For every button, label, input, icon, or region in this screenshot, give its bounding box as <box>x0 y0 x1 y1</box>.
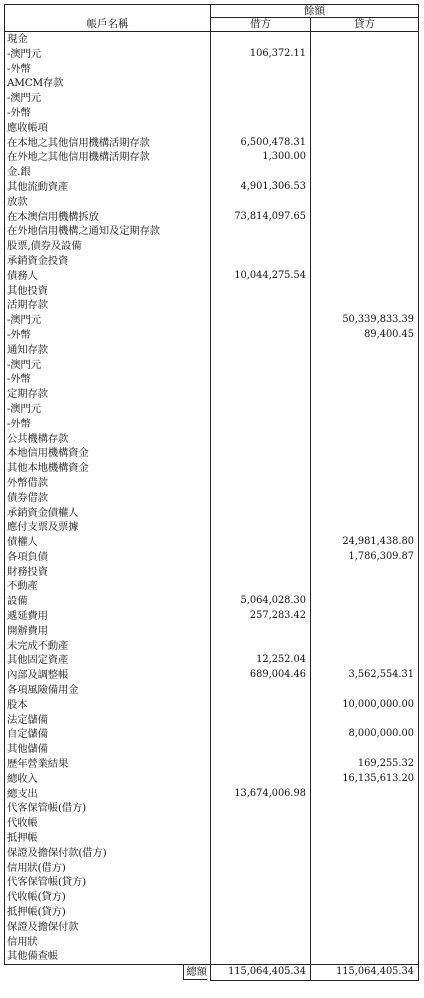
account-name: -澳門元 <box>5 91 211 106</box>
ledger-row <box>5 787 419 802</box>
ledger-row <box>5 284 419 299</box>
account-name: -澳門元 <box>5 358 211 373</box>
debit-amount <box>211 491 311 506</box>
account-name: 內部及調整帳 <box>5 668 211 683</box>
account-name: 自定儲備 <box>5 727 211 742</box>
account-name: 信用狀 <box>5 935 211 950</box>
account-name: 現金 <box>5 32 211 47</box>
ledger-row <box>5 713 419 728</box>
account-name: 在外地之其他信用機構活期存款 <box>5 150 211 165</box>
credit-amount <box>311 47 419 62</box>
debit-amount <box>211 461 311 476</box>
ledger-table <box>4 4 419 981</box>
debit-amount <box>211 446 311 461</box>
credit-amount: 10,000,000.00 <box>311 698 419 713</box>
credit-amount <box>311 506 419 521</box>
credit-amount <box>311 387 419 402</box>
ledger-row <box>5 520 419 535</box>
account-name: 在本地之其他信用機構活期存款 <box>5 136 211 151</box>
credit-amount <box>311 801 419 816</box>
account-name: 公共機構存款 <box>5 432 211 447</box>
credit-amount: 16,135,613.20 <box>311 772 419 787</box>
ledger-row <box>5 727 419 742</box>
ledger-row <box>5 298 419 313</box>
credit-amount <box>311 432 419 447</box>
ledger-row <box>5 506 419 521</box>
debit-amount <box>211 683 311 698</box>
account-name-header: 帳戶名稱 <box>5 18 211 32</box>
credit-amount: 89,400.45 <box>311 328 419 343</box>
ledger-row <box>5 106 419 121</box>
account-name: 總支出 <box>5 787 211 802</box>
credit-amount <box>311 254 419 269</box>
debit-amount <box>211 254 311 269</box>
account-name: AMCM存款 <box>5 76 211 91</box>
account-name: 未完成不動產 <box>5 639 211 654</box>
debit-amount <box>211 935 311 950</box>
debit-amount <box>211 402 311 417</box>
account-name: 承銷資金債權人 <box>5 506 211 521</box>
credit-amount <box>311 875 419 890</box>
credit-amount <box>311 284 419 299</box>
account-name: 代客保管帳(貸方) <box>5 875 211 890</box>
ledger-row <box>5 32 419 47</box>
account-name: 信用狀(借方) <box>5 861 211 876</box>
credit-amount <box>311 121 419 136</box>
ledger-row <box>5 121 419 136</box>
ledger-row <box>5 417 419 432</box>
ledger-row <box>5 387 419 402</box>
debit-amount <box>211 624 311 639</box>
credit-amount <box>311 106 419 121</box>
debit-amount <box>211 91 311 106</box>
account-name: -澳門元 <box>5 402 211 417</box>
account-name: 其他本地機構資金 <box>5 461 211 476</box>
debit-amount: 12,252.04 <box>211 653 311 668</box>
account-name: 通知存款 <box>5 343 211 358</box>
debit-header: 借方 <box>211 18 311 32</box>
ledger-row <box>5 890 419 905</box>
ledger-row <box>5 683 419 698</box>
ledger-row <box>5 372 419 387</box>
ledger-row <box>5 816 419 831</box>
ledger-row <box>5 698 419 713</box>
account-name: 股票,債券及設備 <box>5 239 211 254</box>
credit-amount <box>311 639 419 654</box>
debit-amount <box>211 801 311 816</box>
account-name: 代客保管帳(借方) <box>5 801 211 816</box>
ledger-row <box>5 446 419 461</box>
ledger-row <box>5 91 419 106</box>
debit-amount: 1,300.00 <box>211 150 311 165</box>
ledger-row <box>5 535 419 550</box>
ledger-row <box>5 935 419 950</box>
debit-amount <box>211 713 311 728</box>
ledger-row <box>5 846 419 861</box>
debit-amount <box>211 535 311 550</box>
ledger-row <box>5 195 419 210</box>
account-name: -外幣 <box>5 106 211 121</box>
credit-amount: 24,981,438.80 <box>311 535 419 550</box>
ledger-row <box>5 861 419 876</box>
ledger-row <box>5 565 419 580</box>
ledger-row <box>5 136 419 151</box>
account-name: 保證及擔保付款 <box>5 920 211 935</box>
ledger-row <box>5 668 419 683</box>
credit-amount <box>311 579 419 594</box>
credit-amount <box>311 816 419 831</box>
debit-amount: 6,500,478.31 <box>211 136 311 151</box>
ledger-body <box>5 32 419 965</box>
debit-amount <box>211 639 311 654</box>
credit-amount <box>311 269 419 284</box>
debit-amount <box>211 358 311 373</box>
ledger-row <box>5 150 419 165</box>
account-name: 外幣借款 <box>5 476 211 491</box>
account-name: 各項負債 <box>5 550 211 565</box>
account-name: 其他備查帳 <box>5 949 211 964</box>
debit-amount <box>211 890 311 905</box>
account-name: 抵押帳(貸方) <box>5 905 211 920</box>
credit-amount <box>311 683 419 698</box>
debit-amount <box>211 62 311 77</box>
debit-amount <box>211 579 311 594</box>
debit-amount <box>211 239 311 254</box>
debit-amount <box>211 165 311 180</box>
debit-amount <box>211 506 311 521</box>
credit-amount: 8,000,000.00 <box>311 727 419 742</box>
debit-amount <box>211 875 311 890</box>
debit-amount: 13,674,006.98 <box>211 787 311 802</box>
ledger-row <box>5 328 419 343</box>
ledger-row <box>5 624 419 639</box>
credit-amount <box>311 358 419 373</box>
credit-amount <box>311 343 419 358</box>
debit-amount <box>211 284 311 299</box>
ledger-row <box>5 742 419 757</box>
credit-amount <box>311 890 419 905</box>
debit-amount <box>211 298 311 313</box>
account-name: 其他儲備 <box>5 742 211 757</box>
credit-amount <box>311 224 419 239</box>
account-name: 遞延費用 <box>5 609 211 624</box>
credit-amount <box>311 461 419 476</box>
credit-amount <box>311 609 419 624</box>
credit-amount <box>311 476 419 491</box>
account-name: 債券借款 <box>5 491 211 506</box>
account-name: 應收帳項 <box>5 121 211 136</box>
credit-amount <box>311 136 419 151</box>
credit-amount <box>311 150 419 165</box>
debit-amount: 689,004.46 <box>211 668 311 683</box>
account-name: 在外地信用機構之通知及定期存款 <box>5 224 211 239</box>
account-name: 代收帳 <box>5 816 211 831</box>
account-name: 各項風險備用金 <box>5 683 211 698</box>
account-name: -澳門元 <box>5 313 211 328</box>
credit-amount <box>311 935 419 950</box>
credit-amount <box>311 165 419 180</box>
ledger-row <box>5 402 419 417</box>
credit-amount <box>311 62 419 77</box>
account-name: 抵押帳 <box>5 831 211 846</box>
ledger-row <box>5 239 419 254</box>
ledger-row <box>5 905 419 920</box>
credit-amount <box>311 653 419 668</box>
account-name: 法定儲備 <box>5 713 211 728</box>
ledger-row <box>5 343 419 358</box>
total-credit: 115,064,405.34 <box>311 965 419 981</box>
credit-amount: 3,562,554.31 <box>311 668 419 683</box>
ledger-row <box>5 224 419 239</box>
credit-amount <box>311 417 419 432</box>
account-name: 設備 <box>5 594 211 609</box>
credit-header: 貸方 <box>311 18 419 32</box>
account-name: 本地信用機構資金 <box>5 446 211 461</box>
debit-amount <box>211 313 311 328</box>
account-name: -外幣 <box>5 62 211 77</box>
total-row <box>5 965 419 981</box>
credit-amount <box>311 594 419 609</box>
debit-amount <box>211 772 311 787</box>
credit-amount <box>311 32 419 47</box>
credit-amount: 1,786,309.87 <box>311 550 419 565</box>
account-name: 開辦費用 <box>5 624 211 639</box>
account-name: 活期存款 <box>5 298 211 313</box>
credit-amount <box>311 742 419 757</box>
ledger-row <box>5 358 419 373</box>
trial-balance-sheet <box>4 4 418 992</box>
ledger-row <box>5 47 419 62</box>
credit-amount <box>311 446 419 461</box>
ledger-row <box>5 476 419 491</box>
ledger-row <box>5 920 419 935</box>
debit-amount <box>211 550 311 565</box>
debit-amount <box>211 224 311 239</box>
debit-amount: 4,901,306.53 <box>211 180 311 195</box>
credit-amount <box>311 846 419 861</box>
account-name: 代收帳(貸方) <box>5 890 211 905</box>
account-name: 財務投資 <box>5 565 211 580</box>
debit-amount: 10,044,275.54 <box>211 269 311 284</box>
account-name: 承銷資金投資 <box>5 254 211 269</box>
debit-amount <box>211 106 311 121</box>
account-name: 定期存款 <box>5 387 211 402</box>
ledger-row <box>5 165 419 180</box>
debit-amount <box>211 121 311 136</box>
total-label: 總額 <box>183 965 207 980</box>
debit-amount: 106,372.11 <box>211 47 311 62</box>
debit-amount <box>211 698 311 713</box>
credit-amount <box>311 402 419 417</box>
credit-amount <box>311 831 419 846</box>
credit-amount <box>311 491 419 506</box>
debit-amount <box>211 846 311 861</box>
credit-amount <box>311 949 419 964</box>
credit-amount <box>311 624 419 639</box>
credit-amount <box>311 180 419 195</box>
credit-amount <box>311 239 419 254</box>
debit-amount <box>211 816 311 831</box>
credit-amount <box>311 565 419 580</box>
ledger-row <box>5 949 419 964</box>
account-name: 放款 <box>5 195 211 210</box>
debit-amount <box>211 417 311 432</box>
debit-amount <box>211 727 311 742</box>
credit-amount <box>311 905 419 920</box>
ledger-row <box>5 550 419 565</box>
debit-amount <box>211 949 311 964</box>
debit-amount <box>211 372 311 387</box>
debit-amount <box>211 432 311 447</box>
credit-amount: 50,339,833.39 <box>311 313 419 328</box>
credit-amount <box>311 76 419 91</box>
header-blank-cell <box>5 5 211 18</box>
ledger-row <box>5 653 419 668</box>
debit-amount: 257,283.42 <box>211 609 311 624</box>
debit-amount <box>211 757 311 772</box>
account-name: 其他固定資產 <box>5 653 211 668</box>
account-name: -外幣 <box>5 417 211 432</box>
ledger-row <box>5 210 419 225</box>
debit-amount: 5,064,028.30 <box>211 594 311 609</box>
debit-amount <box>211 520 311 535</box>
credit-amount <box>311 920 419 935</box>
credit-amount <box>311 713 419 728</box>
debit-amount <box>211 565 311 580</box>
debit-amount <box>211 328 311 343</box>
account-name: 歷年營業結果 <box>5 757 211 772</box>
ledger-row <box>5 180 419 195</box>
ledger-row <box>5 269 419 284</box>
credit-amount: 169,255.32 <box>311 757 419 772</box>
ledger-row <box>5 491 419 506</box>
ledger-row <box>5 831 419 846</box>
credit-amount <box>311 520 419 535</box>
account-name: 在本澳信用機構拆放 <box>5 210 211 225</box>
credit-amount <box>311 298 419 313</box>
account-name: -澳門元 <box>5 47 211 62</box>
debit-amount <box>211 831 311 846</box>
ledger-row <box>5 609 419 624</box>
debit-amount <box>211 476 311 491</box>
debit-amount: 73,814,097.65 <box>211 210 311 225</box>
account-name: 股本 <box>5 698 211 713</box>
account-name: 總收入 <box>5 772 211 787</box>
balance-header: 餘額 <box>211 5 419 18</box>
ledger-row <box>5 62 419 77</box>
account-name: -外幣 <box>5 328 211 343</box>
account-name: 債務人 <box>5 269 211 284</box>
credit-amount <box>311 210 419 225</box>
ledger-row <box>5 772 419 787</box>
credit-amount <box>311 861 419 876</box>
ledger-row <box>5 594 419 609</box>
ledger-row <box>5 313 419 328</box>
account-name: 其他流動資產 <box>5 180 211 195</box>
debit-amount <box>211 861 311 876</box>
ledger-row <box>5 639 419 654</box>
ledger-row <box>5 254 419 269</box>
debit-amount <box>211 76 311 91</box>
ledger-row <box>5 432 419 447</box>
credit-amount <box>311 195 419 210</box>
debit-amount <box>211 343 311 358</box>
total-debit: 115,064,405.34 <box>211 965 311 981</box>
account-name: 債權人 <box>5 535 211 550</box>
ledger-row <box>5 579 419 594</box>
account-name: 應付支票及票據 <box>5 520 211 535</box>
debit-amount <box>211 32 311 47</box>
debit-amount <box>211 195 311 210</box>
ledger-row <box>5 801 419 816</box>
account-name: 金.銀 <box>5 165 211 180</box>
credit-amount <box>311 91 419 106</box>
credit-amount <box>311 372 419 387</box>
debit-amount <box>211 387 311 402</box>
account-name: 其他投資 <box>5 284 211 299</box>
ledger-row <box>5 461 419 476</box>
ledger-row <box>5 76 419 91</box>
debit-amount <box>211 920 311 935</box>
account-name: -外幣 <box>5 372 211 387</box>
ledger-row <box>5 875 419 890</box>
account-name: 不動產 <box>5 579 211 594</box>
account-name: 保證及擔保付款(借方) <box>5 846 211 861</box>
debit-amount <box>211 905 311 920</box>
credit-amount <box>311 787 419 802</box>
ledger-row <box>5 757 419 772</box>
debit-amount <box>211 742 311 757</box>
